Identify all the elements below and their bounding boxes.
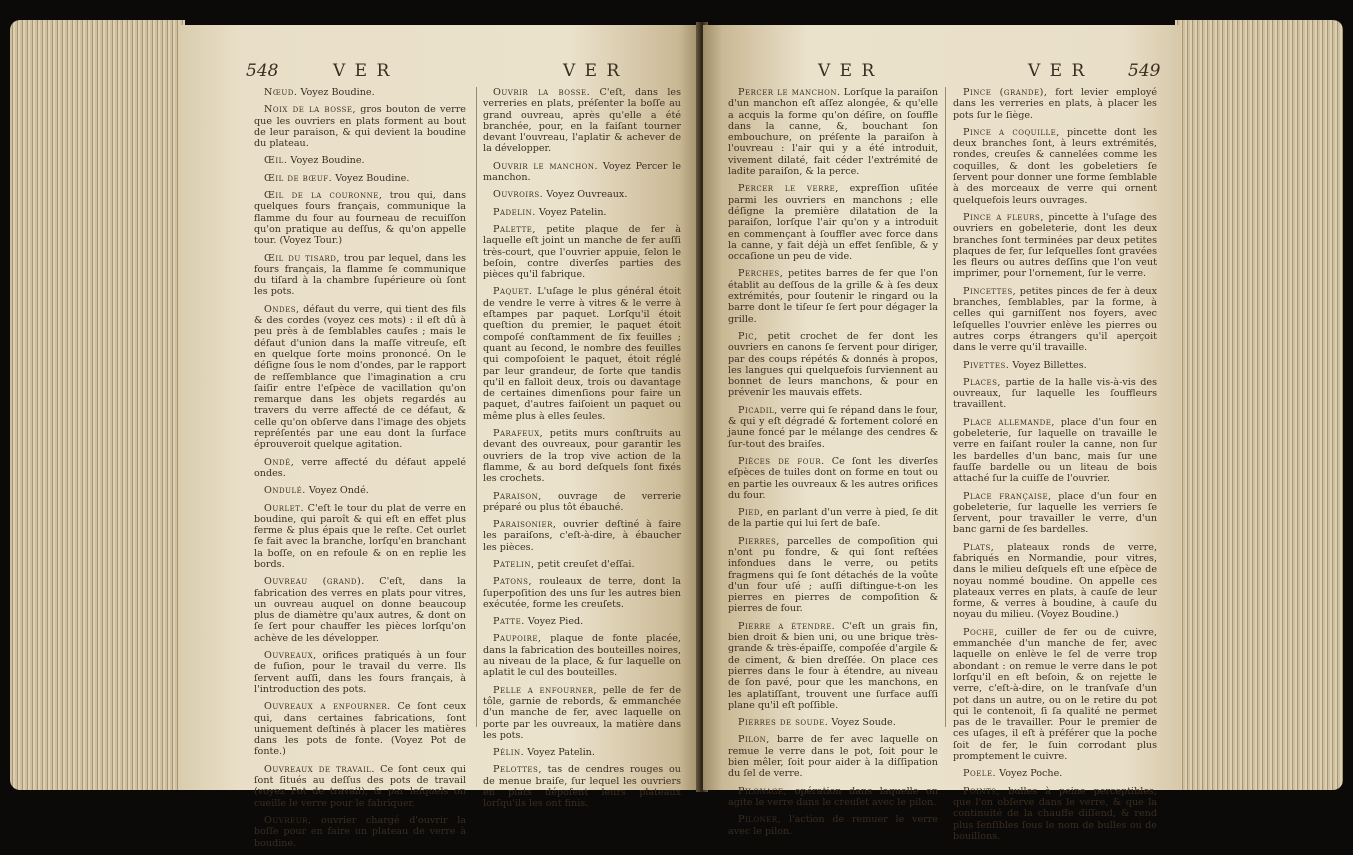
dictionary-entry [254, 815, 466, 849]
dictionary-entry [254, 701, 466, 757]
dictionary-entry [953, 286, 1157, 354]
right-column-1 [728, 87, 938, 843]
entry-term: Pince a fleurs, [963, 211, 1044, 223]
entry-definition: cuiller de fer ou de cuivre, emmanchée d'un manche de fer, avec laquelle on enlève le ſel de verre trop abondant : on remue le verre dans le pot lorſqu'il en eſt beſoin, & on rejette le verre, c'eſt-à-dire, on le tranſvaſe d'un pot dans un autre, ou on le retire du pot qui le contenoit, ſi ſa qualité ne permet pas de le travailler. Pour le premier de ces uſages, il eſt à préférer que la poche ſoit de fer, le ſuin corrodant plus promptement le cuivre. [953, 626, 1157, 763]
entry-term: Ouvreau (grand). [264, 576, 365, 588]
entry-term: Ondé, [264, 456, 295, 468]
entry-term: Patte. [493, 616, 525, 628]
entry-definition: Voyez Poche. [996, 768, 1063, 780]
dictionary-entry [483, 491, 681, 514]
dictionary-entry [254, 650, 466, 695]
dictionary-entry [254, 503, 466, 571]
entry-term: Ondes, [264, 303, 300, 315]
entry-definition: tas de cendres rouges ou de menue braiſe, ſur lequel les ouvriers en plats dépoſent leurs plateaux lorſqu'ils les ont finis. [483, 764, 681, 810]
entry-term: Pierre a étendre. [738, 620, 836, 632]
entry-definition: ouvrier chargé d'ouvrir la boſſe pour en faire un plateau de verre à boudine. [254, 814, 466, 849]
dictionary-entry [728, 331, 938, 399]
dictionary-entry [728, 786, 938, 809]
entry-definition: petit crochet de fer dont les ouvriers en canons ſe ſervent pour diriger, par des coups répétés & donnés à propos, les langues qui quelquefois ſurviennent au bonnet de leurs manchons, & pour en prévenir les mauvais effets. [728, 330, 938, 399]
entry-term: Percer le manchon. [738, 87, 841, 98]
entry-definition: trou qui, dans quelques fours français, communique la flamme du four au fourneau de recuiſſon qu'on pratique au deſſus, & qu'on appelle tour. (Voyez Tour.) [254, 190, 467, 247]
entry-term: Place française, [963, 490, 1052, 502]
column-divider [476, 87, 477, 727]
entry-definition: petites barres de fer que l'on établit au deſſous de la grille & à ſes deux extrémités, pour ſoutenir le ringard ou la barre dont le tiſeur ſe ſert pour dégager la grille. [728, 268, 938, 325]
entry-term: Pelottes, [493, 764, 542, 776]
entry-definition: plateaux ronds de verre, fabriqués en Normandie, pour vitres, dans le milieu deſquels eſt une eſpèce de noyau nommé boudine. On appelle ces plateaux verres en plats, à cauſe de leur forme, & verres à boudine, à cauſe du noyau du milieu. (Voyez Boudine.) [953, 541, 1157, 621]
entry-term: Œil de la couronne, [264, 190, 383, 202]
entry-term: Pied, [738, 507, 764, 519]
entry-term: Ouvrir le manchon. [493, 160, 599, 172]
entry-term: Noix de la bosse, [264, 104, 357, 116]
entry-definition: petit creuſet d'eſſai. [534, 558, 635, 570]
entry-definition: verre affecté du défaut appelé ondes. [254, 456, 466, 479]
page-stack-right [1175, 20, 1343, 790]
dictionary-entry [483, 633, 681, 678]
entry-definition: Voyez Soude. [828, 717, 896, 729]
dictionary-entry [728, 268, 938, 324]
entry-definition: C'eſt un grais fin, bien droit & bien uni, ou une brique très-grande & très-épaiſſe, compoſée d'argile & de ciment, & bien dreſſée. On place ces pierres dans le four à étendre, au niveau de ſon pavé, pour que les manchons, en les aplatiſſant, trouvent une ſurface auſſi plane qu'il eſt poſſible. [728, 620, 938, 711]
entry-definition: l'action de remuer le verre avec le pilon. [728, 814, 938, 837]
entry-term: Paupoire, [493, 633, 542, 645]
left-running-head-2: V E R [563, 61, 622, 81]
dictionary-entry [953, 786, 1157, 842]
entry-definition: ouvrier deſtiné à faire les paraiſons, c'eſt-à-dire, à ébaucher les pièces. [483, 519, 681, 553]
entry-term: Pilon, [738, 734, 770, 746]
dictionary-entry [953, 627, 1157, 763]
left-running-head-1: V E R [333, 61, 392, 81]
entry-term: Pierres, [738, 535, 780, 547]
dictionary-entry [254, 155, 466, 166]
entry-term: Place allemande, [963, 416, 1055, 428]
entry-term: Pierres de soude. [738, 717, 829, 729]
dictionary-entry [254, 87, 466, 98]
entry-term: Padelin. [493, 206, 536, 218]
dictionary-entry [483, 161, 681, 184]
entry-term: Pélin. [493, 747, 525, 759]
dictionary-entry [953, 360, 1157, 371]
dictionary-entry [953, 87, 1157, 121]
entry-definition: petites pinces de fer à deux branches, ſemblables, par la forme, à celles qui garniſſent nos foyers, avec leſquelles l'ouvrier enlève les pierres ou autres corps étrangers qu'il aperçoit dans le verre qu'il travaille. [953, 285, 1157, 354]
entry-definition: Voyez Patelin. [535, 206, 607, 218]
entry-term: Ouvreaux, [264, 650, 317, 662]
left-page-number: 548 [246, 61, 279, 81]
dictionary-entry [728, 456, 938, 501]
dictionary-entry [953, 542, 1157, 621]
entry-term: Poele. [963, 768, 997, 780]
dictionary-entry [254, 457, 466, 480]
page-stack-left [10, 20, 185, 790]
left-column-1 [254, 87, 466, 855]
entry-definition: pincette dont les deux branches ſont, à leurs extrémités, rondes, creuſes & cannelées comme les coquilles, & dont les gobeletiers ſe ſervent pour donner une forme ſemblable à des morceaux de verre qui ornent quelquefois leurs ouvrages. [953, 126, 1157, 206]
entry-term: Ouvreaux de travail. [264, 763, 375, 775]
right-running-head-1: V E R [818, 61, 877, 81]
entry-definition: plaque de fonte placée, dans la fabrication des bouteilles noires, au niveau de la place, & ſur laquelle on aplatit le cul des bouteilles. [483, 633, 681, 679]
dictionary-entry [728, 536, 938, 615]
dictionary-entry [953, 377, 1157, 411]
entry-definition: Voyez Ouvreaux. [543, 189, 628, 201]
dictionary-entry [728, 87, 938, 177]
right-page [703, 25, 1181, 842]
entry-definition: verre qui ſe répand dans le four, & qui y eſt dégradé & fortement coloré en jaune foncé par le mélange des cendres & ſur-tout des braiſes. [728, 404, 938, 450]
entry-definition: Voyez Percer le manchon. [483, 160, 681, 184]
entry-definition: pelle de fer de tôle, garnie de rebords, & emmanchée d'un manche de fer, avec laquelle on porte par les ouvreaux, la matière dans les pots. [483, 684, 681, 741]
dictionary-entry [728, 507, 938, 530]
dictionary-entry [728, 405, 938, 450]
entry-term: Points, [963, 785, 1001, 797]
dictionary-entry [254, 253, 466, 298]
entry-term: Percer le verre, [738, 183, 839, 195]
dictionary-entry [254, 173, 466, 184]
dictionary-entry [728, 183, 938, 262]
dictionary-entry [483, 189, 681, 200]
dictionary-entry [483, 764, 681, 809]
entry-definition: Voyez Pied. [524, 616, 584, 628]
dictionary-entry [483, 685, 681, 741]
entry-term: Ondulé. [264, 485, 306, 497]
entry-term: Pincettes, [963, 285, 1017, 297]
dictionary-entry [483, 87, 681, 155]
dictionary-entry [254, 104, 466, 149]
entry-definition: C'eſt le tour du plat de verre en boudine, qui paroît & qui eſt en effet plus ferme & plus épais que le reſte. Cet ourlet ſe fait avec la branche, lorſqu'en branchant la boſſe, on en refoule & on en replie les bords. [254, 502, 466, 570]
entry-definition: parcelles de compoſition qui n'ont pu fondre, & qui ſont reſtées infondues dans le verre, ou petits fragmens qui ſe ſont détachés de la voûte d'un four uſé ; auſſi diſtingue-t-on les pierres en pierres de compoſition & pierres de four. [728, 535, 938, 615]
entry-term: Paraison, [493, 490, 542, 502]
dictionary-entry [483, 616, 681, 627]
entry-term: Ouvreur, [264, 814, 312, 826]
column-divider [945, 87, 946, 727]
entry-term: Pelle a enfourner, [493, 684, 598, 696]
entry-definition: Voyez Patelin. [524, 747, 595, 759]
entry-definition: Ce ſont ceux qui, dans certaines fabrications, ſont uniquement deſtinés à placer les matières dans les pots de fonte. (Voyez Pot de fonte.) [254, 701, 466, 758]
entry-term: Ouvreaux a enfourner. [264, 701, 391, 713]
entry-definition: défaut du verre, qui tient des fils & des cordes (voyez ces mots) : il eſt dû à peu près à de ſemblables cauſes ; mais le défaut d'union dans la maſſe vitreuſe, eſt en quelque ſorte moins prononcé. On le déſigne ſous le nom d'ondes, par le rapport de reſſemblance que l'imagination a cru ſaiſir entre l'eſpèce de vacillation qu'on remarque dans les objets regardés au travers du verre affecté de ce défaut, & celle qu'on obſerve dans l'image des objets repréſentés par une eau dont la ſurface éprouveroit quelque agitation. [254, 303, 466, 451]
entry-definition: C'eſt, dans la fabrication des verres en plats pour vitres, un ouvreau auquel on donne beaucoup plus de diamètre qu'aux autres, & dont on ſe ſert pour chauffer les pièces lorſqu'on achève de les développer. [254, 576, 466, 644]
entry-definition: L'uſage le plus général étoit de vendre le verre à vitres & le verre à eſtampes par paquet. Lorſqu'il étoit queſtion du premier, le paquet étoit compoſé conſtamment de ſix feuilles ; quant au ſecond, le nombre des feuilles qui compoſoient le paquet, étoit réglé par leur grandeur, de ſorte que tandis qu'il en falloit deux, trois ou davantage de certaines dimenſions pour faire un paquet, d'autres faiſoient un paquet ou même plus à elles ſeules. [483, 286, 681, 422]
entry-definition: bulles à peine perceptibles, que l'on obſerve dans le verre, & que la continuité de la chauffe diſſend, & rend plus ſenſibles ſous le nom de bulles ou de bouillons. [953, 785, 1157, 842]
right-page-number: 549 [1128, 61, 1161, 81]
entry-term: Œil. [264, 155, 288, 167]
entry-definition: C'eſt, dans les verreries en plats, préſenter la boſſe au grand ouvreau, après qu'elle a été branchée, pour, en la faiſant tourner devant l'ouvreau, l'aplatir & achever de la développer. [483, 87, 681, 155]
entry-term: Paraisonier, [493, 519, 557, 531]
dictionary-entry [953, 212, 1157, 280]
entry-term: Palette, [493, 223, 536, 235]
dictionary-entry [254, 485, 466, 496]
entry-term: Nœud. [264, 87, 298, 98]
entry-definition: trou par lequel, dans les fours français, la flamme ſe communique du tiſard à la chambre ſupérieure où ſont les pots. [254, 252, 466, 298]
left-column-2 [483, 87, 681, 816]
entry-term: Ourlet. [264, 502, 305, 514]
entry-term: Parafeux, [493, 428, 544, 440]
entry-definition: expreſſion uſitée parmi les ouvriers en manchons ; elle déſigne la première dilatation de la paraiſon, lorſque l'air qu'on y a introduit en commençant à ſouffler avec force dans la canne, y fait déjà un effet ſenſible, & y occaſione un peu de vide. [728, 183, 938, 263]
dictionary-entry [953, 417, 1157, 485]
entry-term: Ouvroirs. [493, 189, 544, 201]
entry-definition: Ce ſont ceux qui ſont ſitués au deſſus des pots de travail (voyez Pot de travail), & par leſquels on cueille le verre pour le fabriquer. [254, 763, 466, 809]
dictionary-entry [254, 764, 466, 809]
entry-definition: Lorſque la paraiſon d'un manchon eſt aſſez alongée, & qu'elle a acquis la forme qu'on déſire, on ſouffle dans la canne, &, bouchant ſon embouchure, on préſente la paraiſon à l'ouvreau : l'air qui y a été introduit, vivement dilaté, fait céder l'extrémité de ladite paraiſon, & la perce. [728, 87, 938, 178]
dictionary-entry [254, 304, 466, 451]
entry-term: Ouvrir la bosse. [493, 87, 591, 98]
entry-definition: Voyez Boudine. [332, 172, 410, 184]
dictionary-entry [483, 286, 681, 422]
entry-term: Pince (grande), [963, 87, 1048, 98]
entry-definition: partie de la halle vis-à-vis des ouvreaux, ſur laquelle les ſouffleurs travaillent. [953, 376, 1157, 411]
entry-definition: barre de fer avec laquelle on remue le verre dans le pot, ſoit pour le bien mêler, ſoit pour aider à la diſſipation du ſel de verre. [728, 734, 938, 780]
entry-term: Pince a coquille, [963, 126, 1060, 138]
entry-definition: opération dans laquelle on agite le verre dans le creuſet avec le pilon. [728, 785, 938, 808]
entry-definition: ouvrage de verrerie préparé ou plus tôt ébauché. [483, 490, 681, 513]
dictionary-entry [483, 559, 681, 570]
entry-term: Plats, [963, 541, 995, 553]
dictionary-entry [483, 576, 681, 610]
dictionary-entry [728, 717, 938, 728]
dictionary-entry [953, 127, 1157, 206]
entry-definition: place d'un four en gobeleterie, ſur laquelle les verriers ſe ſervent, pour travailler le verre, d'un banc garni de ſes bardelles. [953, 490, 1157, 536]
entry-definition: Voyez Billettes. [1009, 359, 1087, 371]
entry-definition: orifices pratiqués à un four de fuſion, pour le travail du verre. Ils ſervent auſſi, dans les fours français, à l'introduction des pots. [254, 650, 466, 695]
entry-term: Poche, [963, 626, 998, 638]
dictionary-entry [728, 621, 938, 711]
left-page [178, 25, 700, 849]
entry-term: Picadil, [738, 404, 778, 416]
entry-term: Œil du tisard, [264, 252, 340, 264]
dictionary-entry [483, 207, 681, 218]
dictionary-entry [254, 576, 466, 644]
dictionary-entry [483, 224, 681, 280]
entry-definition: rouleaux de terre, dont la ſuperpoſition des uns ſur les autres bien exécutée, forme les creuſets. [483, 576, 681, 610]
entry-definition: Voyez Boudine. [287, 155, 365, 167]
dictionary-entry [483, 428, 681, 484]
entry-term: Patons, [493, 576, 533, 588]
dictionary-entry [483, 747, 681, 758]
entry-term: Pièces de four. [738, 455, 825, 467]
right-column-2 [953, 87, 1157, 848]
entry-definition: petite plaque de fer à laquelle eſt joint un manche de fer auſſi très-court, que l'ouvrier appuie, ſelon le beſoin, contre diverſes parties des pièces qu'il fabrique. [483, 223, 681, 281]
entry-term: Patelin, [493, 558, 535, 570]
entry-term: Pilonage, [738, 785, 788, 797]
entry-definition: place d'un four en gobeleterie, ſur laquelle on travaille le verre en faiſant rouler la canne, non ſur les bardelles d'un banc, mais ſur une fauſſe bardelle ou un liteau de bois attaché ſur la cuiſſe de l'ouvrier. [953, 416, 1157, 485]
entry-term: Œil de bœuf. [264, 172, 333, 184]
entry-term: Piloner, [738, 814, 782, 826]
right-running-head-2: V E R [1028, 61, 1087, 81]
entry-definition: pincette à l'uſage des ouvriers en gobeleterie, dont les deux branches ſont terminées par deux petites plaques de fer, ſur leſquelles ſont gravées les fleurs ou autres deſſins que l'on veut imprimer, pour l'ornement, ſur le verre. [953, 211, 1157, 280]
entry-definition: Voyez Boudine. [297, 87, 375, 98]
dictionary-entry [953, 768, 1157, 779]
entry-term: Places, [963, 376, 1001, 388]
dictionary-entry [728, 734, 938, 779]
entry-definition: petits murs conſtruits au devant des ouvreaux, pour garantir les ouvriers de la trop vive action de la flamme, & au bord deſquels ſont fixés les crochets. [483, 428, 681, 485]
entry-term: Paquet. [493, 286, 533, 298]
entry-definition: Ce ſont les diverſes eſpèces de tuiles dont on forme en tout ou en partie les ouvreaux & les autres orifices du four. [728, 455, 938, 501]
entry-definition: en parlant d'un verre à pied, ſe dit de la partie qui lui ſert de baſe. [728, 507, 938, 530]
dictionary-entry [254, 190, 466, 246]
entry-definition: Voyez Ondé. [305, 485, 369, 497]
dictionary-entry [728, 814, 938, 837]
dictionary-entry [483, 519, 681, 553]
entry-term: Perches, [738, 268, 784, 280]
entry-definition: fort levier employé dans les verreries en plats, à placer les pots ſur le ſiège. [953, 87, 1157, 121]
dictionary-entry [953, 491, 1157, 536]
entry-term: Pivettes. [963, 359, 1010, 371]
entry-definition: gros bouton de verre que les ouvriers en plats forment au bout de leur paraison, & qui devient la boudine du plateau. [254, 104, 466, 150]
entry-term: Pic, [738, 330, 758, 342]
